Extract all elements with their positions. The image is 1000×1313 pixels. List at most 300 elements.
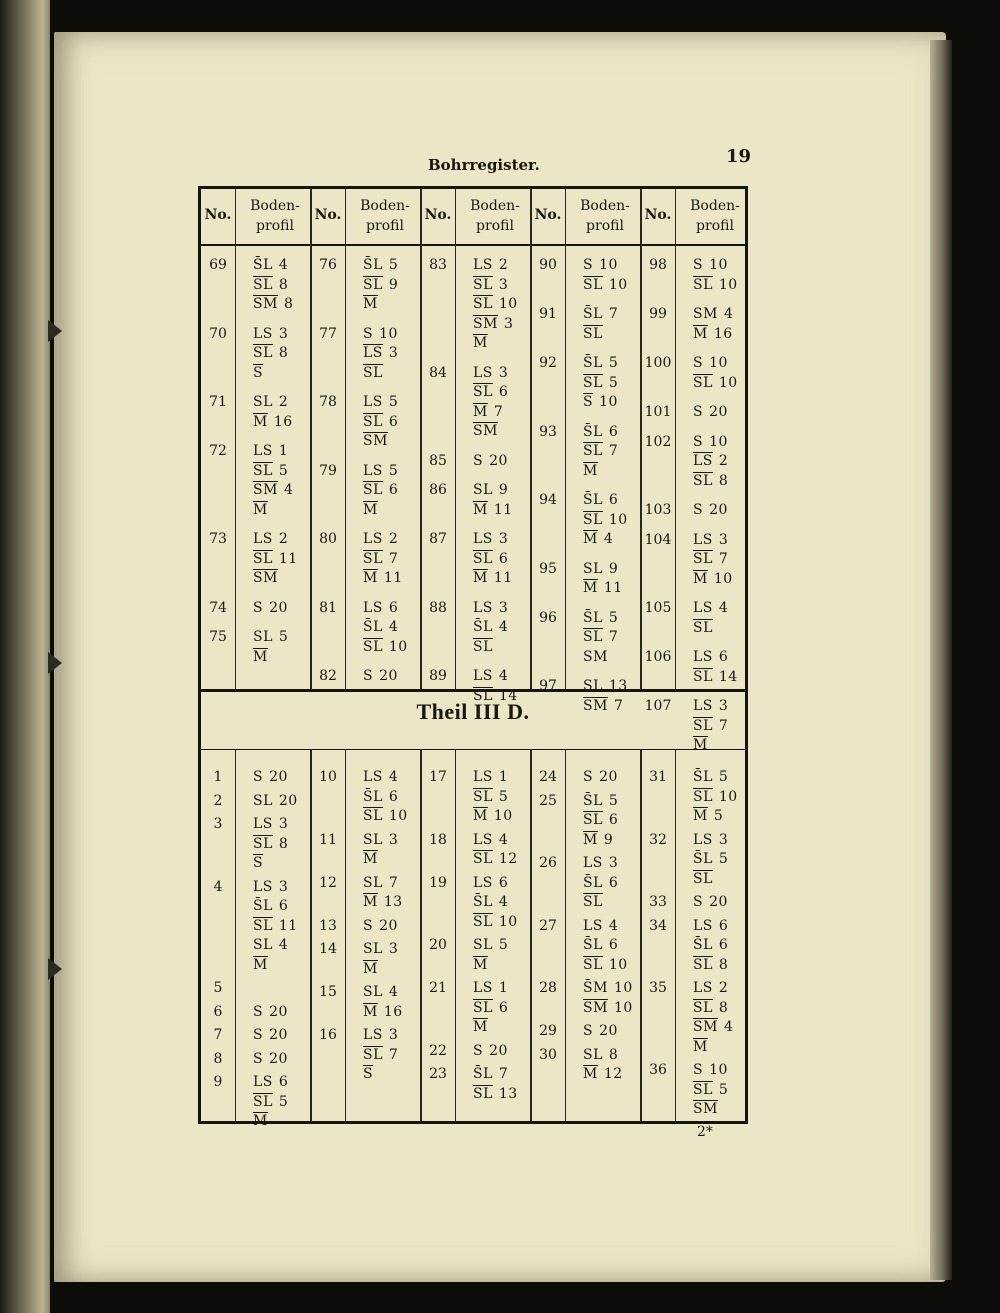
soil-type: $\overline{SM}$: [473, 423, 498, 439]
soil-profile-layer: [693, 851, 757, 867]
soil-profile-layer: [583, 1047, 647, 1063]
layer-depth: 9: [498, 482, 509, 498]
header-no: No.: [204, 207, 232, 223]
layer-depth: 4: [608, 917, 619, 934]
entry-number: 6: [213, 1003, 223, 1020]
soil-profile-layer: [693, 1000, 757, 1016]
layer-depth: 10: [709, 1062, 728, 1078]
entry-number: 78: [319, 394, 337, 410]
soil-profile-layer: [473, 1086, 537, 1102]
soil-type: S: [473, 1042, 484, 1059]
layer-depth: 14: [718, 668, 738, 685]
soil-type: SL: [253, 792, 273, 809]
soil-type: $\overline{M}$: [363, 894, 378, 910]
soil-type: $\overline{SL}$: [693, 717, 713, 734]
soil-type: S̄L: [253, 257, 273, 273]
layer-depth: 20: [278, 792, 298, 809]
column-rule: [455, 189, 456, 689]
layer-depth: 10: [718, 276, 738, 293]
entry-number: 18: [429, 831, 447, 848]
soil-profile-layer: [693, 808, 757, 824]
soil-type: $\overline{SL}$: [253, 462, 273, 479]
layer-depth: 10: [379, 325, 398, 342]
entry-number: 22: [429, 1042, 447, 1059]
layer-depth: 6: [498, 550, 509, 567]
layer-depth: 10: [388, 638, 408, 655]
layer-depth: 11: [278, 917, 298, 934]
soil-type: S̄L: [583, 355, 603, 371]
soil-type: $\overline{SM}$: [583, 999, 608, 1016]
soil-type: S̄L: [583, 792, 603, 809]
soil-type: $\overline{SL}$: [253, 276, 273, 293]
header-no: No.: [424, 207, 452, 223]
soil-type: $\overline{M}$: [363, 570, 378, 586]
layer-depth: 4: [723, 1019, 734, 1035]
soil-profile-layer: [583, 793, 647, 809]
entry-number: 11: [319, 831, 337, 848]
entry-number: 69: [209, 257, 227, 273]
soil-profile-layer: [363, 296, 427, 312]
soil-type: $\overline{M}$: [583, 831, 598, 848]
entry-number: 17: [429, 769, 447, 785]
entry-number: 7: [213, 1027, 223, 1043]
soil-profile-layer: [583, 1066, 647, 1082]
soil-type: $\overline{M}$: [583, 1066, 598, 1082]
soil-profile-layer: [363, 570, 427, 586]
soil-type: S̄L: [693, 769, 713, 785]
soil-type: S̄L: [473, 619, 493, 635]
layer-depth: 4: [498, 894, 509, 910]
entry-number: 28: [539, 980, 557, 996]
layer-depth: 5: [388, 257, 399, 273]
soil-profile-layer: [363, 345, 427, 361]
soil-profile-layer: [363, 1066, 427, 1082]
soil-profile-layer: [253, 1113, 317, 1129]
layer-depth: 11: [603, 580, 623, 596]
soil-profile-layer: [473, 789, 537, 805]
column-rule: [345, 189, 346, 689]
layer-depth: 8: [278, 276, 289, 293]
entry-number: 102: [644, 433, 672, 450]
soil-type: $\overline{M}$: [473, 335, 488, 351]
layer-depth: 5: [278, 629, 289, 645]
layer-depth: 7: [388, 1046, 399, 1063]
soil-type: S: [693, 894, 704, 910]
soil-profile-layer: [363, 394, 427, 410]
section-rule-bottom: [201, 749, 745, 750]
layer-depth: 9: [388, 276, 399, 293]
soil-type: LS: [473, 599, 493, 616]
soil-type: $\overline{SL}$: [473, 276, 493, 293]
soil-type: S: [253, 1050, 264, 1067]
layer-depth: 4: [388, 984, 399, 1000]
soil-type: $\overline{M}$: [253, 501, 268, 518]
soil-profile-layer: [583, 698, 647, 714]
header-bodenprofil: Boden- profil: [690, 198, 740, 234]
layer-depth: 10: [709, 355, 728, 371]
running-head: Bohrregister.: [428, 156, 540, 174]
soil-profile-layer: [253, 296, 317, 312]
column-rule: [235, 189, 236, 689]
layer-depth: 10: [709, 257, 728, 273]
soil-profile-layer: [473, 384, 537, 400]
soil-profile-layer: [253, 816, 317, 832]
layer-depth: 20: [709, 894, 728, 910]
soil-type: $\overline{SL}$: [583, 374, 603, 391]
layer-depth: 4: [388, 769, 399, 785]
layer-depth: 10: [498, 296, 518, 312]
soil-type: $\overline{SL}$: [473, 999, 493, 1016]
soil-profile-layer: [363, 619, 427, 635]
layer-depth: 7: [388, 550, 399, 567]
soil-profile-layer: [253, 443, 317, 459]
column-rule: [455, 749, 456, 1121]
soil-profile-layer: [583, 531, 647, 547]
entry-number: 2: [213, 792, 223, 809]
column-rule: [675, 189, 676, 689]
soil-type: S: [473, 452, 484, 469]
soil-type: $\overline{M}$: [473, 570, 488, 586]
soil-profile-layer: [253, 463, 317, 479]
entry-number: 36: [649, 1062, 667, 1078]
soil-type: $\overline{M}$: [693, 808, 708, 824]
soil-type: $\overline{M}$: [473, 403, 488, 420]
entry-number: 24: [539, 769, 557, 785]
soil-type: $\overline{SL}$: [693, 551, 713, 567]
soil-type: SL: [473, 482, 493, 498]
soil-profile-layer: [473, 619, 537, 635]
soil-type: $\overline{M}$: [253, 956, 268, 973]
entry-number: 79: [319, 462, 337, 479]
soil-profile-layer: [473, 769, 537, 785]
soil-profile-layer: [253, 394, 317, 410]
soil-profile-layer: [363, 463, 427, 479]
soil-type: $\overline{LS}$: [693, 453, 713, 469]
soil-profile-layer: [693, 1039, 757, 1055]
soil-profile-layer: [253, 502, 317, 518]
layer-depth: 2: [388, 531, 399, 547]
soil-type: $\overline{SL}$: [253, 835, 273, 852]
soil-profile-layer: [693, 434, 757, 450]
layer-depth: 11: [493, 501, 513, 518]
soil-profile-layer: [693, 620, 757, 636]
soil-type: $\overline{SL}$: [583, 812, 603, 828]
soil-profile-layer: [583, 1023, 647, 1039]
soil-profile-layer: [363, 414, 427, 430]
soil-profile-layer: [473, 668, 537, 684]
soil-type: $\overline{LS}$: [363, 345, 383, 361]
soil-profile-layer: [583, 375, 647, 391]
soil-type: $\overline{SL}$: [363, 808, 383, 824]
soil-type: $\overline{SL}$: [693, 668, 713, 685]
bohrregister-table: [198, 186, 748, 1129]
soil-type: S: [693, 1062, 704, 1078]
soil-type: S: [693, 433, 704, 450]
entry-number: 21: [429, 980, 447, 996]
layer-depth: 1: [278, 443, 289, 459]
entry-number: 8: [213, 1050, 223, 1067]
entry-number: 30: [539, 1046, 557, 1063]
layer-depth: 5: [718, 769, 729, 785]
soil-type: LS: [693, 831, 713, 848]
soil-profile-layer: [253, 855, 317, 871]
soil-type: $\overline{SL}$: [363, 550, 383, 567]
layer-depth: 3: [498, 276, 509, 293]
soil-type: S: [583, 1023, 594, 1039]
entry-number: 88: [429, 599, 447, 616]
entry-number: 82: [319, 668, 337, 684]
soil-profile-layer: [363, 433, 427, 449]
soil-type: $\overline{M}$: [473, 808, 488, 824]
entry-number: 92: [539, 355, 557, 371]
layer-depth: 2: [498, 257, 509, 273]
layer-depth: 12: [603, 1066, 623, 1082]
layer-depth: 20: [709, 404, 728, 420]
soil-profile-layer: [363, 600, 427, 616]
soil-type: S: [253, 599, 264, 616]
soil-type: LS: [473, 668, 493, 684]
layer-depth: 7: [608, 629, 619, 645]
layer-depth: 4: [278, 257, 289, 273]
soil-type: $\overline{S}$: [583, 394, 594, 410]
soil-type: LS: [583, 855, 603, 871]
soil-type: $\overline{SL}$: [363, 482, 383, 498]
soil-profile-layer: [583, 957, 647, 973]
layer-depth: 14: [498, 687, 518, 704]
soil-profile-layer: [473, 1019, 537, 1035]
layer-depth: 9: [608, 560, 619, 577]
layer-depth: 5: [608, 355, 619, 371]
soil-type: $\overline{M}$: [253, 648, 268, 665]
soil-type: LS: [693, 600, 713, 616]
soil-profile-layer: [363, 769, 427, 785]
soil-type: LS: [473, 874, 493, 891]
entry-number: 32: [649, 831, 667, 848]
layer-depth: 10: [613, 980, 633, 996]
soil-type: S̄L: [693, 937, 713, 953]
layer-depth: 8: [718, 956, 729, 973]
soil-profile-layer: [363, 894, 427, 910]
layer-depth: 6: [608, 492, 619, 508]
soil-profile-layer: [363, 1047, 427, 1063]
soil-type: $\overline{SL}$: [253, 917, 273, 934]
soil-type: LS: [363, 394, 383, 410]
soil-type: $\overline{M}$: [693, 325, 708, 342]
soil-profile-layer: [583, 610, 647, 626]
entry-number: 73: [209, 531, 227, 547]
layer-depth: 20: [269, 1027, 288, 1043]
soil-profile-layer: [253, 879, 317, 895]
soil-profile-layer: [583, 512, 647, 528]
soil-type: S̄L: [583, 423, 603, 440]
soil-profile-layer: [253, 898, 317, 914]
soil-type: $\overline{SL}$: [583, 325, 603, 342]
layer-depth: 3: [498, 364, 509, 381]
soil-type: LS: [253, 531, 273, 547]
soil-profile-layer: [693, 453, 757, 469]
soil-profile-layer: [253, 649, 317, 665]
soil-type: $\overline{SM}$: [253, 296, 278, 312]
entry-number: 93: [539, 423, 557, 440]
layer-depth: 3: [388, 831, 399, 848]
layer-depth: 4: [718, 600, 729, 616]
header-no: No.: [644, 207, 672, 223]
entry-number: 103: [644, 502, 672, 518]
soil-type: $\overline{SL}$: [363, 1046, 383, 1063]
layer-depth: 10: [599, 394, 618, 410]
soil-type: LS: [693, 980, 713, 996]
soil-type: $\overline{M}$: [693, 1038, 708, 1055]
soil-type: $\overline{SL}$: [363, 364, 383, 381]
soil-type: $\overline{SL}$: [693, 1081, 713, 1098]
header-bodenprofil: Boden- profil: [360, 198, 410, 234]
layer-depth: 3: [498, 531, 509, 547]
soil-type: $\overline{SL}$: [583, 629, 603, 645]
column-rule: [675, 749, 676, 1121]
soil-profile-layer: [583, 463, 647, 479]
layer-depth: 3: [718, 831, 729, 848]
soil-profile-layer: [693, 980, 757, 996]
layer-depth: 2: [278, 531, 289, 547]
soil-profile-layer: [363, 1004, 427, 1020]
soil-profile-layer: [583, 918, 647, 934]
soil-profile-layer: [363, 502, 427, 518]
soil-profile-layer: [473, 570, 537, 586]
soil-profile-layer: [693, 769, 757, 785]
layer-depth: 5: [388, 462, 399, 479]
soil-profile-layer: [253, 918, 317, 934]
soil-type: $\overline{M}$: [363, 296, 378, 312]
column-rule: [565, 189, 566, 689]
soil-profile-layer: [693, 257, 757, 273]
layer-depth: 6: [388, 599, 399, 616]
entry-number: 83: [429, 257, 447, 273]
soil-type: $\overline{S}$: [253, 855, 264, 871]
soil-type: S̄L: [473, 894, 493, 910]
soil-profile-layer: [363, 531, 427, 547]
layer-depth: 16: [713, 325, 733, 342]
soil-type: $\overline{M}$: [363, 960, 378, 977]
soil-profile-layer: [363, 257, 427, 273]
soil-profile-layer: [363, 551, 427, 567]
soil-type: $\overline{S}$: [253, 364, 264, 381]
layer-depth: 7: [608, 443, 619, 459]
soil-profile-layer: [363, 918, 427, 934]
layer-depth: 3: [718, 531, 729, 548]
soil-type: S̄L: [583, 937, 603, 953]
entry-number: 100: [644, 355, 672, 371]
soil-profile-layer: [693, 918, 757, 934]
soil-profile-layer: [693, 502, 757, 518]
layer-depth: 5: [278, 1093, 289, 1110]
soil-type: S: [693, 355, 704, 371]
soil-type: $\overline{SL}$: [693, 788, 713, 805]
layer-depth: 5: [718, 851, 729, 867]
soil-profile-layer: [253, 1051, 317, 1067]
soil-type: LS: [693, 917, 713, 934]
soil-profile-layer: [253, 957, 317, 973]
soil-profile-layer: [693, 1101, 757, 1117]
layer-depth: 13: [498, 1085, 518, 1102]
entry-number: 3: [213, 816, 223, 832]
entry-number: 81: [319, 599, 337, 616]
soil-type: S: [363, 917, 374, 934]
soil-profile-layer: [583, 678, 647, 694]
soil-profile-layer: [473, 277, 537, 293]
layer-depth: 20: [269, 599, 288, 616]
header-no: No.: [534, 207, 562, 223]
layer-depth: 10: [388, 808, 408, 824]
soil-type: $\overline{SL}$: [583, 894, 603, 910]
soil-profile-layer: [363, 808, 427, 824]
entry-number: 90: [539, 257, 557, 273]
layer-depth: 8: [718, 999, 729, 1016]
soil-profile-layer: [583, 629, 647, 645]
layer-depth: 4: [603, 531, 614, 547]
soil-profile-layer: [473, 502, 537, 518]
soil-type: S: [253, 1027, 264, 1043]
soil-profile-layer: [253, 836, 317, 852]
soil-profile-layer: [473, 980, 537, 996]
entry-number: 15: [319, 984, 337, 1000]
soil-profile-layer: [693, 404, 757, 420]
soil-type: SL: [583, 560, 603, 577]
soil-profile-layer: [583, 769, 647, 785]
soil-profile-layer: [693, 355, 757, 371]
layer-depth: 10: [718, 788, 738, 805]
soil-profile-layer: [473, 639, 537, 655]
soil-profile-layer: [693, 571, 757, 587]
layer-depth: 20: [599, 1023, 618, 1039]
layer-depth: 3: [388, 345, 399, 361]
section-title: Theil III D.: [416, 699, 530, 724]
layer-depth: 6: [608, 812, 619, 828]
entry-number: 80: [319, 531, 337, 547]
layer-depth: 3: [388, 1027, 399, 1043]
soil-type: $\overline{SL}$: [473, 687, 493, 704]
soil-profile-layer: [473, 296, 537, 312]
soil-profile-layer: [473, 423, 537, 439]
entry-number: 84: [429, 364, 447, 381]
soil-type: S̄L: [583, 874, 603, 891]
layer-depth: 3: [278, 816, 289, 832]
layer-depth: 3: [718, 698, 729, 714]
entry-number: 23: [429, 1066, 447, 1082]
soil-type: $\overline{SL}$: [693, 870, 713, 887]
layer-depth: 10: [599, 257, 618, 273]
soil-type: $\overline{M}$: [473, 956, 488, 973]
soil-type: S: [693, 404, 704, 420]
layer-depth: 13: [608, 678, 628, 694]
soil-profile-layer: [363, 277, 427, 293]
soil-type: $\overline{SM}$: [693, 1101, 718, 1117]
soil-profile-layer: [253, 1094, 317, 1110]
soil-profile-layer: [363, 851, 427, 867]
soil-type: SM: [693, 306, 718, 322]
soil-profile-layer: [363, 482, 427, 498]
layer-depth: 3: [388, 941, 399, 957]
soil-profile-layer: [473, 832, 537, 848]
column-rule: [345, 749, 346, 1121]
soil-profile-layer: [693, 871, 757, 887]
soil-type: $\overline{M}$: [693, 737, 708, 753]
page-number: 19: [726, 146, 752, 167]
layer-depth: 8: [278, 835, 289, 852]
soil-profile-layer: [473, 1066, 537, 1082]
soil-profile-layer: [253, 1004, 317, 1020]
entry-number: 85: [429, 452, 447, 469]
soil-type: SL: [363, 984, 383, 1000]
